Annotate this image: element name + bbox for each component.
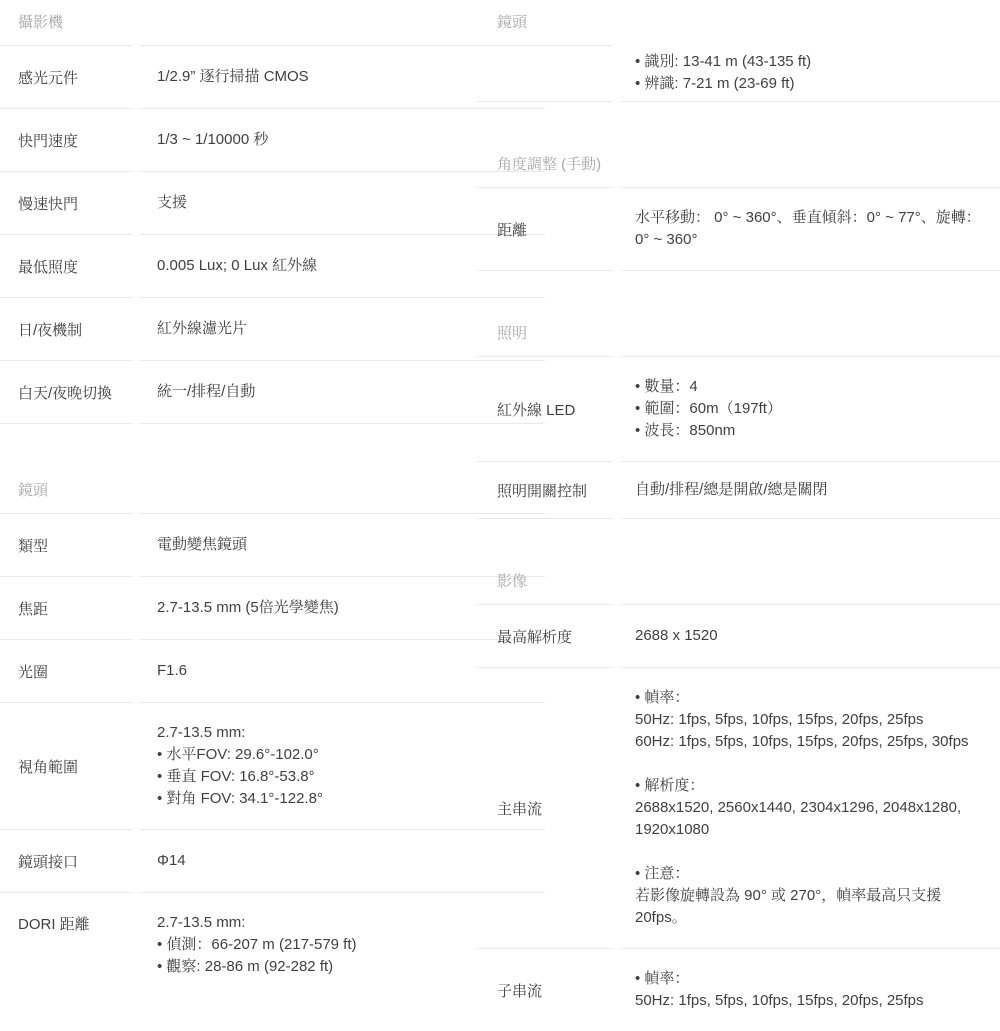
spec-row	[477, 356, 1000, 461]
spec-value	[621, 45, 1000, 102]
spec-row	[477, 461, 1000, 519]
spec-label: 視角範圍	[0, 702, 133, 829]
spec-value-line: 60Hz: 1fps, 5fps, 10fps, 15fps, 20fps, 25fps, 30fps	[635, 733, 969, 750]
spec-label: 最低照度	[0, 234, 133, 297]
spec-value-line: • 偵測：66-207 m (217-579 ft)	[157, 936, 357, 953]
spec-row	[0, 576, 545, 639]
spec-row	[0, 171, 545, 234]
section-header-camera: 攝影機	[18, 14, 64, 31]
spec-row	[0, 297, 545, 360]
spec-value-line: • 水平FOV: 29.6°-102.0°	[157, 746, 319, 763]
spec-value-line: • 對角 FOV: 34.1°-122.8°	[157, 790, 323, 807]
spec-value-line: 1/3 ~ 1/10000 秒	[157, 131, 269, 148]
section-header-illumination: 照明	[497, 325, 528, 342]
spec-value-line: 水平移動： 0° ~ 360°、垂直傾斜：0° ~ 77°、旋轉：0° ~ 360°	[635, 209, 981, 248]
spec-value	[621, 187, 1000, 271]
spec-row	[0, 234, 545, 297]
spec-value-line: 自動/排程/總是開啟/總是關閉	[635, 481, 828, 498]
spec-value-line: • 觀察: 28-86 m (92-282 ft)	[157, 958, 334, 975]
spec-row	[0, 829, 545, 892]
spec-row	[0, 108, 545, 171]
spec-value-line: • 識別: 13-41 m (43-135 ft)	[635, 53, 812, 70]
spec-value-line: 1/2.9” 逐行掃描 CMOS	[157, 68, 309, 85]
spec-row	[0, 892, 545, 997]
spec-row	[0, 360, 545, 424]
spec-value-line: • 解析度：	[635, 777, 705, 794]
spec-value	[621, 948, 1000, 1031]
column-divider	[613, 667, 621, 948]
spec-label: 距離	[477, 187, 613, 271]
spec-row	[0, 45, 545, 108]
spec-value-line: 若影像旋轉設為 90° 或 270°，幀率最高只支援 20fps。	[635, 887, 942, 926]
spec-value	[621, 604, 1000, 667]
spec-label: 感光元件	[0, 45, 133, 108]
spec-row	[0, 639, 545, 702]
spec-value-line: Φ14	[157, 852, 186, 869]
spec-value-line: • 辨識: 7-21 m (23-69 ft)	[635, 75, 795, 92]
spec-value-line: • 幀率：	[635, 689, 690, 706]
spec-label: 類型	[0, 513, 133, 576]
spec-row	[477, 667, 1000, 948]
right-column	[477, 0, 1000, 1031]
spec-label: 鏡頭接口	[0, 829, 133, 892]
spec-value-line: • 幀率：	[635, 970, 690, 987]
spec-row	[477, 45, 1000, 102]
spec-row	[477, 187, 1000, 271]
section-header-lens: 鏡頭	[18, 482, 49, 499]
spec-label: 慢速快門	[0, 171, 133, 234]
spec-value-line: 支援	[157, 194, 188, 211]
column-divider	[613, 187, 621, 271]
spec-value	[621, 356, 1000, 461]
spec-label: 紅外線 LED	[477, 356, 613, 461]
spec-value-line: 50Hz: 1fps, 5fps, 10fps, 15fps, 20fps, 25fps	[635, 711, 924, 728]
spec-value	[621, 461, 1000, 519]
spec-value-line: 2688x1520, 2560x1440, 2304x1296, 2048x1280, 1920x1080	[635, 799, 962, 838]
spec-label: 日/夜機制	[0, 297, 133, 360]
spec-label: 光圈	[0, 639, 133, 702]
spec-label: 快門速度	[0, 108, 133, 171]
column-divider	[613, 604, 621, 667]
spec-value-line: 50Hz: 1fps, 5fps, 10fps, 15fps, 20fps, 25fps	[635, 992, 924, 1009]
spec-value-line: • 數量：4	[635, 378, 698, 395]
spec-value-line: • 注意：	[635, 865, 690, 882]
spec-row	[477, 604, 1000, 667]
spec-label: 子串流	[477, 948, 613, 1031]
spec-row	[0, 513, 545, 576]
spec-value-line: 2.7-13.5 mm (5倍光學變焦)	[157, 599, 339, 616]
column-divider	[613, 461, 621, 519]
column-divider	[613, 948, 621, 1031]
section-header-image: 影像	[497, 573, 528, 590]
column-divider	[613, 356, 621, 461]
spec-value-line: 2.7-13.5 mm:	[157, 914, 246, 931]
spec-label	[477, 45, 613, 102]
spec-label: 主串流	[477, 667, 613, 948]
section-header-lens-continued: 鏡頭	[497, 14, 528, 31]
spec-row	[477, 948, 1000, 1031]
spec-value-line: • 波長：850nm	[635, 422, 736, 439]
spec-label: 白天/夜晚切換	[0, 360, 133, 424]
spec-value-line: 2.7-13.5 mm:	[157, 724, 246, 741]
spec-value	[621, 667, 1000, 948]
spec-value-line: 2688 x 1520	[635, 627, 718, 644]
spec-value-line: • 範圍：60m（197ft）	[635, 400, 782, 417]
spec-label: 焦距	[0, 576, 133, 639]
spec-value-line: 0.005 Lux; 0 Lux 紅外線	[157, 257, 318, 274]
column-divider	[613, 45, 621, 102]
spec-value-line: 統一/排程/自動	[157, 383, 256, 400]
spec-value-line: 紅外線濾光片	[157, 320, 248, 337]
spec-label: 照明開關控制	[477, 461, 613, 519]
spec-value-line: • 垂直 FOV: 16.8°-53.8°	[157, 768, 315, 785]
spec-row	[0, 702, 545, 829]
spec-label: DORI 距離	[0, 892, 133, 997]
spec-value-line: 電動變焦鏡頭	[157, 536, 248, 553]
spec-value-line: F1.6	[157, 662, 188, 679]
section-header-angle-adjustment: 角度調整 (手動)	[497, 156, 602, 173]
spec-label: 最高解析度	[477, 604, 613, 667]
